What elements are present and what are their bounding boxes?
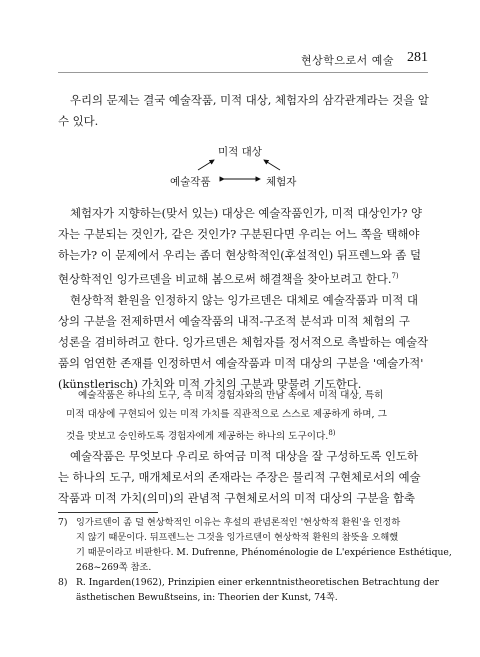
text-line (58, 266, 428, 290)
quote-line: 것을 맛보고 승인하도록 경험자에게 제공하는 하나의 도구이다. (66, 431, 329, 443)
footnote-ref-7[interactable]: 7) (391, 272, 399, 280)
paragraph-main (58, 203, 428, 395)
running-title: 현상학으로서 예술 (300, 54, 394, 67)
text-line: 성론을 겸비하려고 한다. 잉가르덴은 체험자를 정서적으로 촉발하는 예술작 (58, 334, 429, 349)
text-line: 우리의 문제는 결국 예술작품, 미적 대상, 체험자의 삼각관계라는 것을 알 (70, 93, 429, 107)
diagram-label-experiencer: 체험자 (266, 176, 297, 188)
text-line: 품의 엄연한 존재를 인정하면서 예술작품과 미적 대상의 구분을 '예술가적' (58, 355, 424, 370)
triangle-diagram (160, 140, 320, 190)
footnote-line: 268~269쪽 참조. (76, 562, 152, 573)
footnote-line: 기 때문이라고 비판한다. M. Dufrenne, Phénoménologie de L'expérience Esthétique, (76, 547, 452, 558)
text-line: 작품과 미적 가치(의미)의 관념적 구현체로서의 미적 대상의 구분을 함축 (58, 491, 415, 505)
quote-line: 미적 대상에 구현되어 있는 미적 가치를 직관적으로 스스로 제공하게 하며, 그 (66, 409, 387, 420)
diagram-label-aesthetic-object: 미적 대상 (218, 146, 262, 158)
text-line: 자는 구분되는 것인가, 같은 것인가? 구분된다면 우리는 어느 쪽을 택해야 (58, 227, 420, 241)
footnote-line: 잉가르덴이 좀 덜 현상학적인 이유는 후설의 관념론적인 '현상학적 환원'을 인정하 (76, 517, 401, 528)
text-line: 는 하나의 도구, 매개체로서의 존재라는 주장은 물리적 구현체로서의 예술 (58, 470, 421, 484)
quote-line: 예술작품은 하나의 도구, 즉 미적 경험자와의 만남 속에서 미적 대상, 특히 (78, 390, 384, 401)
paragraph-intro (58, 90, 428, 132)
footnote-ref-8[interactable]: 8) (328, 429, 336, 437)
footnotes (58, 515, 452, 605)
diagram-label-artwork: 예술작품 (170, 176, 211, 188)
text-line: 현상학적 환원을 인정하지 않는 잉가르덴은 대체로 예술작품과 미적 대 (70, 292, 419, 307)
text-line: (künstlerisch) 가치와 미적 가치의 구분과 맞물려 기도한다. (58, 376, 362, 391)
footnote-line: R. Ingarden(1962), Prinzipien einer erkenntnistheoretischen Betrachtung der (76, 577, 439, 588)
running-header (0, 52, 480, 68)
footnote-8 (58, 575, 439, 605)
text-line: 체험자가 지향하는(맞서 있는) 대상은 예술작품인가, 미적 대상인가? 양 (70, 206, 423, 220)
footnote-number: 7) (58, 517, 68, 528)
block-quote (66, 386, 418, 446)
header-rule (58, 72, 428, 73)
arrow-experiencer-to-object (264, 160, 280, 170)
text-line-body: 현상학적인 잉가르덴을 비교해 봄으로써 해결책을 찾아보려고 한다. (58, 271, 392, 286)
text-line: 상의 구분을 전제하면서 예술작품의 내적-구조적 분석과 미적 체험의 구 (58, 313, 410, 328)
text-line: 예술작품은 무엇보다 우리로 하여금 미적 대상을 잘 구성하도록 인도하 (70, 449, 419, 463)
footnote-number: 8) (58, 577, 68, 588)
footnote-line: ästhetischen Bewußtseins, in: Theorien der Kunst, 74쪽. (76, 592, 338, 603)
footnote-line: 지 않기 때문이다. 뒤프렌느는 그것을 잉가르덴이 현상학적 환원의 참뜻을 오해했 (76, 532, 399, 543)
arrow-work-to-object (198, 160, 214, 170)
text-line: 수 있다. (58, 114, 99, 128)
footnote-7 (58, 515, 452, 575)
page-number: 281 (407, 50, 428, 65)
footnote-rule (58, 512, 158, 513)
text-line: 하는가? 이 문제에서 우리는 좀더 현상학적인(후설적인) 뒤프렌느와 좀 덜 (58, 248, 422, 262)
paragraph-conclusion (58, 446, 428, 509)
